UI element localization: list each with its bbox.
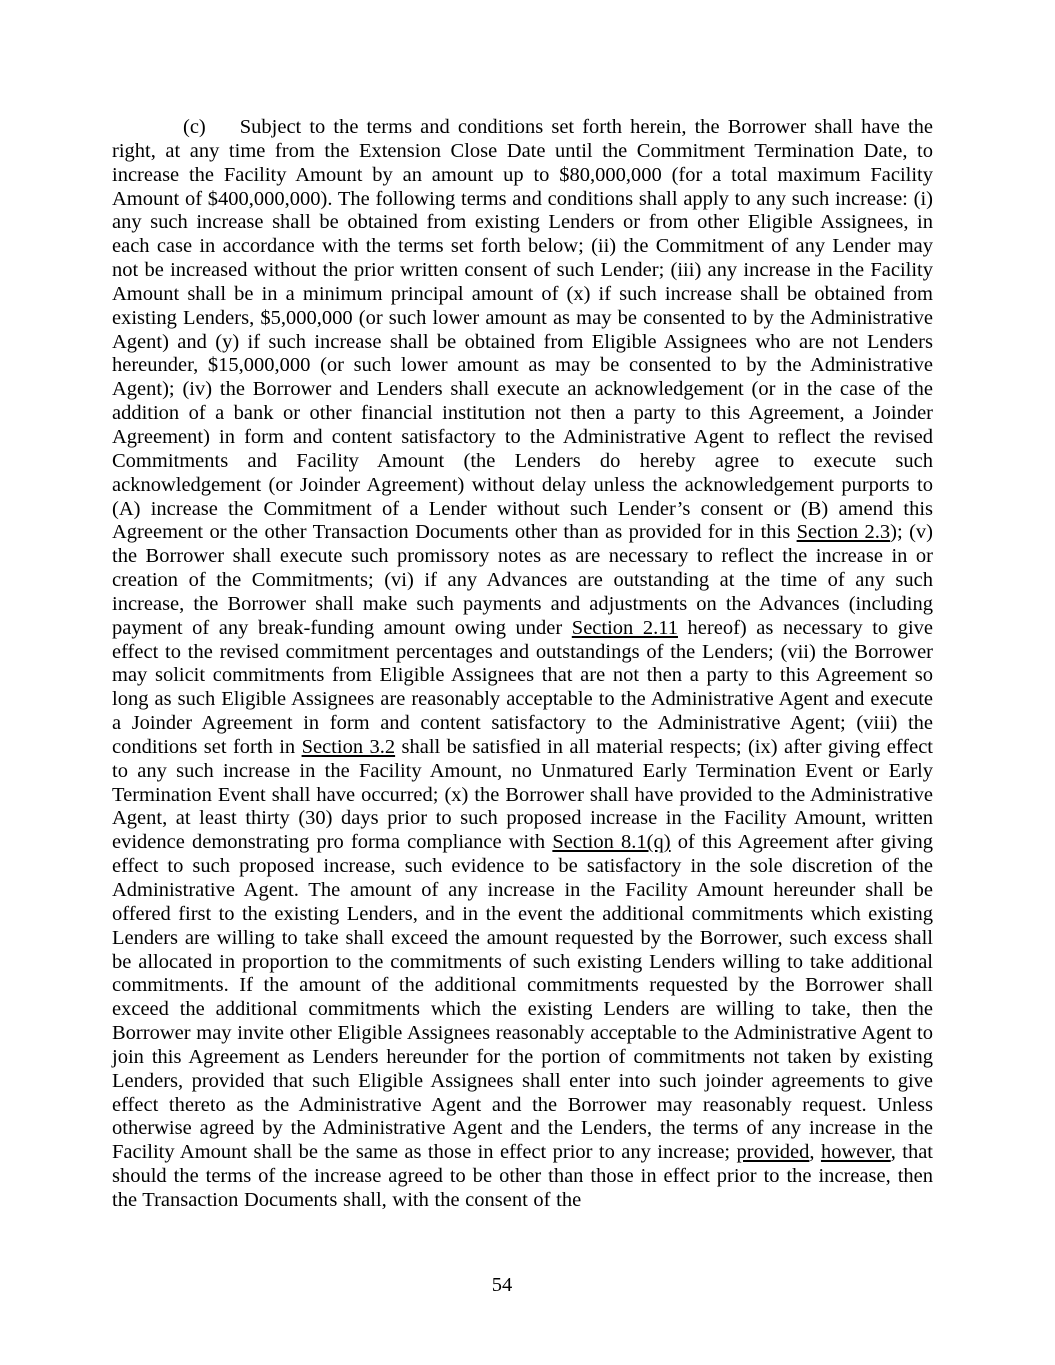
underlined-text-run: Section 8.1(q) (552, 831, 671, 854)
underlined-text-run: provided (736, 1141, 810, 1164)
text-run: hereof) as necessary to give effect to the revised commitment percentages and outstandings of the Lenders; (vii) the Borrower may solicit commitments from Eligible Assignees that are not then a party to this Agreement so long as such Eligible Assignees are reasonably acceptable to the Administrative Agent and execute a Joinder Agreement in form and content satisfactory to the Administrative Agent; (viii) the conditions set forth in (112, 616, 933, 758)
text-run: , that should the terms of the increase agreed to be other than those in effect prior to the increase, then the Transaction Documents shall, with the consent of the (112, 1141, 933, 1211)
underlined-text-run: Section 2.3 (796, 521, 891, 544)
text-run: shall be satisfied in all material respects; (ix) after giving effect to any such increase in the Facility Amount, no Unmatured Early Termination Event or Early Termination Event shall have occurred; (x) the Borrower shall have provided to the Administrative Agent, at least thirty (30) days prior to such proposed increase in the Facility Amount, written evidence demonstrating pro forma compliance with (112, 735, 933, 854)
underlined-text-run: Section 3.2 (301, 735, 396, 758)
text-run: ); (v) the Borrower shall execute such promissory notes as are necessary to reflect the increase in or creation of the Commitments; (vi) if any Advances are outstanding at the time of any such increase, the Borrower shall make such payments and adjustments on the Advances (including payment of any break-funding amount owing under (112, 521, 933, 639)
text-run: Subject to the terms and conditions set forth herein, the Borrower shall have the right, at any time from the Extension Close Date until the Commitment Termination Date, to increase the Facility Amount by an amount up to $80,000,000 (for a total maximum Facility Amount of $400,000,000). The following terms and conditions shall apply to any such increase: (i) any such increase shall be obtained from existing Lenders or from other Eligible Assignees, in each case in accordance with the terms set forth below; (ii) the Commitment of any Lender may not be increased without the prior written consent of such Lender; (iii) any increase in the Facility Amount shall be in a minimum principal amount of (x) if such increase shall be obtained from existing Lenders, $5,000,000 (or such lower amount as may be consented to by the Administrative Agent) and (y) if such increase shall be obtained from Eligible Assignees who are not Lenders hereunder, $15,000,000 (or such lower amount as may be consented to by the Administrative Agent); (iv) the Borrower and Lenders shall execute an acknowledgement (or in the case of the addition of a bank or other financial institution not then a party to this Agreement, a Joinder Agreement) in form and content satisfactory to the Administrative Agent to reflect the revised Commitments and Facility Amount (the Lenders do hereby agree to execute such acknowledgement (or Joinder Agreement) without delay unless the acknowledgement purports to (A) increase the Commitment of a Lender without such Lender’s consent or (B) amend this Agreement or the other Transaction Documents other than as provided for in this (112, 116, 933, 544)
text-run: (c) (183, 116, 206, 138)
underlined-text-run: however (820, 1141, 891, 1164)
text-run: , (809, 1141, 821, 1164)
text-run: of this Agreement after giving effect to such proposed increase, such evidence to be satisfactory in the sole discretion of the Administrative Agent. The amount of any increase in the Facility Amount hereunder shall be offered first to the existing Lenders, and in the event the additional commitments which existing Lenders are willing to take shall exceed the amount requested by the Borrower, such excess shall be allocated in proportion to the commitments of such existing Lenders willing to take additional commitments. If the amount of the additional commitments requested by the Borrower shall exceed the additional commitments which the existing Lenders are willing to take, then the Borrower may invite other Eligible Assignees reasonably acceptable to the Administrative Agent to join this Agreement as Lenders hereunder for the portion of commitments not taken by existing Lenders, provided that such Eligible Assignees shall enter into such joinder agreements to give effect thereto as the Administrative Agent and the Borrower may reasonably request. Unless otherwise agreed by the Administrative Agent and the Lenders, the terms of any increase in the Facility Amount shall be the same as those in effect prior to any increase; (112, 831, 933, 1164)
underlined-text-run: Section 2.11 (571, 616, 678, 639)
paragraph-c (112, 116, 933, 1213)
page-number: 54 (491, 1274, 513, 1296)
